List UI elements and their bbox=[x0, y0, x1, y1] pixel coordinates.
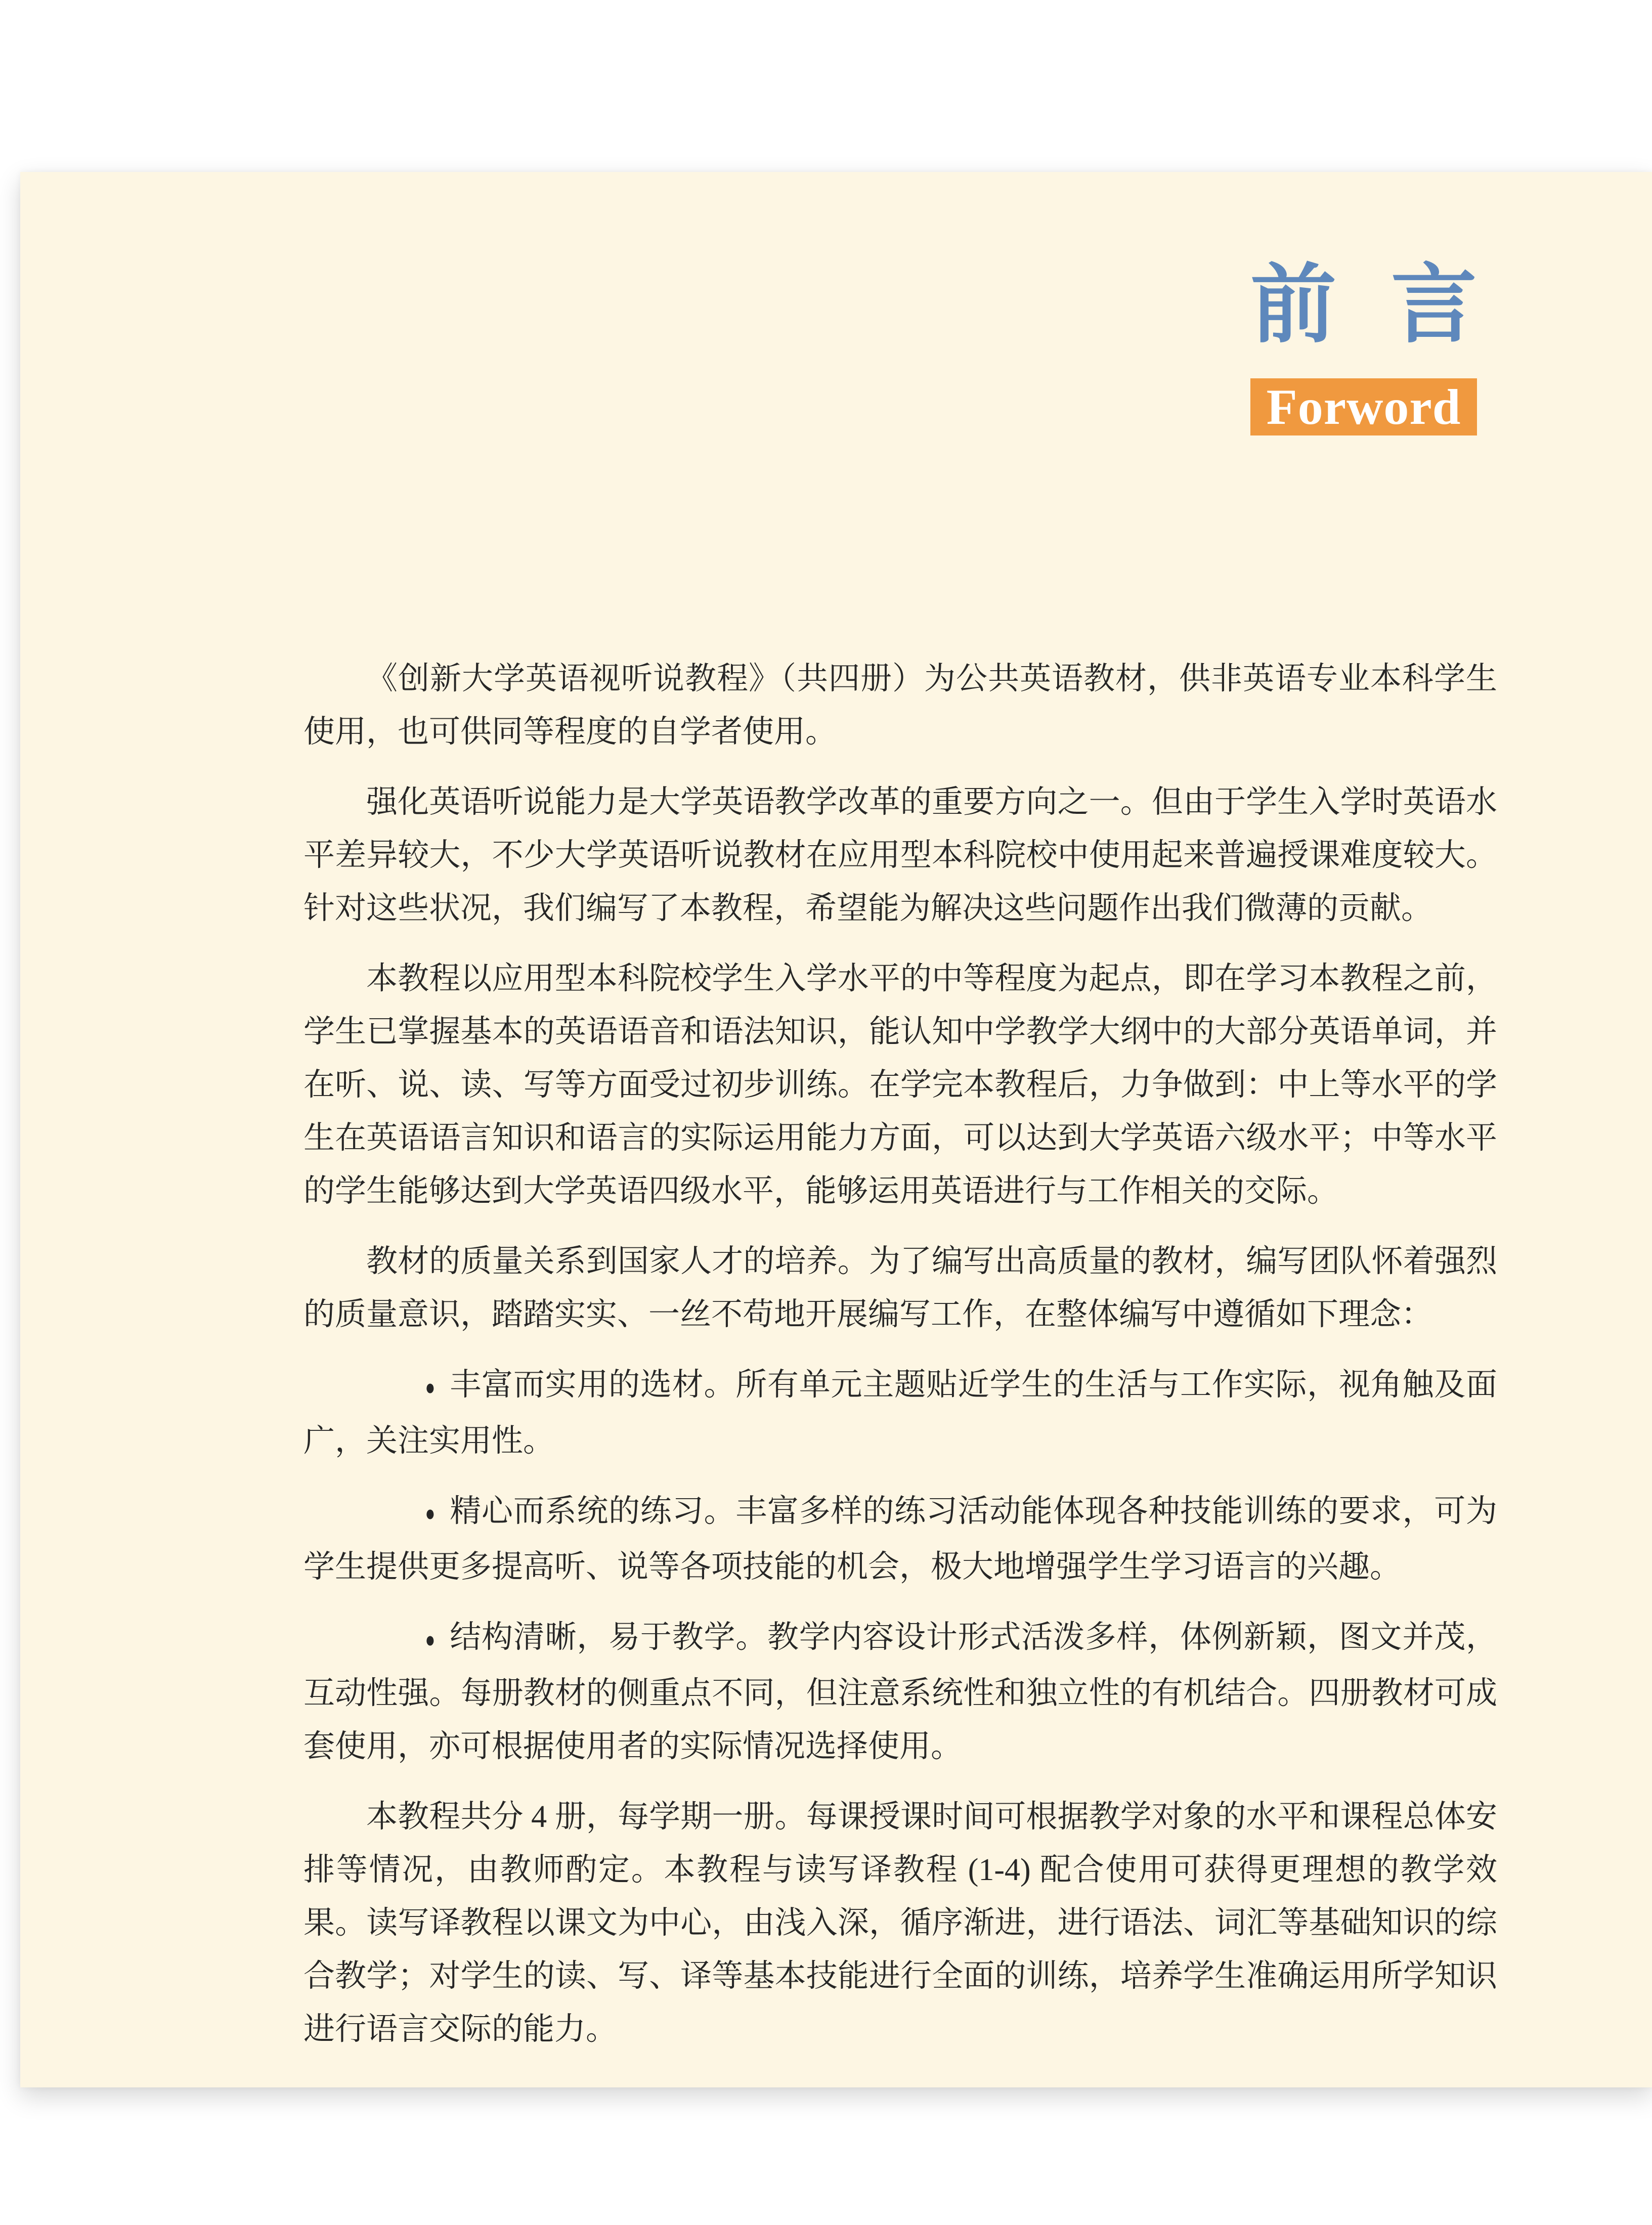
bullet-item-text: 结构清晰，易于教学。教学内容设计形式活泼多样，体例新颖，图文并茂，互动性强。每册教材的侧重点不同，但注意系统性和独立性的有机结合。四册教材可成套使用，亦可根据使用者的实际情况选择使用。 bbox=[303, 1620, 1497, 1764]
paragraph: 强化英语听说能力是大学英语教学改革的重要方向之一。但由于学生入学时英语水平差异较大，不少大学英语听说教材在应用型本科院校中使用起来普遍授课难度较大。针对这些状况，我们编写了本教程，希望能为解决这些问题作出我们微薄的贡献。 bbox=[303, 785, 1497, 926]
page-title-char-qian: 前 bbox=[1250, 257, 1337, 353]
bullet-item bbox=[303, 1359, 1497, 1468]
bullet-item bbox=[303, 1611, 1497, 1773]
bullet-item-text: 精心而系统的练习。丰富多样的练习活动能体现各种技能训练的要求，可为学生提供更多提高听、说等各项技能的机会，极大地增强学生学习语言的兴趣。 bbox=[303, 1494, 1497, 1585]
bullet-icon: ● bbox=[425, 1628, 436, 1653]
preface-body-text bbox=[303, 652, 1497, 2073]
preface-title-block bbox=[1250, 257, 1477, 435]
bullet-item-text: 丰富而实用的选材。所有单元主题贴近学生的生活与工作实际，视角触及面广，关注实用性。 bbox=[303, 1368, 1497, 1458]
book-page bbox=[20, 172, 1652, 2087]
bullet-item bbox=[303, 1485, 1497, 1594]
bullet-icon: ● bbox=[425, 1502, 436, 1526]
paragraph: 本教程共分 4 册，每学期一册。每课授课时间可根据教学对象的水平和课程总体安排等情况，由教师酌定。本教程与读写译教程 (1-4) 配合使用可获得更理想的教学效果。读写译教程以课文为中心，由浅入深，循序渐进，进行语法、词汇等基础知识的综合教学；对学生的读、写、译等基本技能进行全面的训练，培养学生准确运用所学知识进行语言交际的能力。 bbox=[303, 1800, 1497, 2047]
paragraph: 教材的质量关系到国家人才的培养。为了编写出高质量的教材，编写团队怀着强烈的质量意识，踏踏实实、一丝不苟地开展编写工作，在整体编写中遵循如下理念： bbox=[303, 1244, 1497, 1332]
page-title bbox=[1250, 257, 1477, 353]
paragraph: 本教程以应用型本科院校学生入学水平的中等程度为起点，即在学习本教程之前，学生已掌握基本的英语语音和语法知识，能认知中学教学大纲中的大部分英语单词，并在听、说、读、写等方面受过初步训练。在学完本教程后，力争做到：中上等水平的学生在英语语言知识和语言的实际运用能力方面，可以达到大学英语六级水平；中等水平的学生能够达到大学英语四级水平，能够运用英语进行与工作相关的交际。 bbox=[303, 962, 1497, 1208]
bullet-icon: ● bbox=[425, 1375, 436, 1400]
foreword-banner bbox=[1250, 378, 1477, 435]
page-title-char-yan: 言 bbox=[1390, 257, 1477, 353]
foreword-banner-label: Forword bbox=[1266, 378, 1461, 435]
paragraph: 《创新大学英语视听说教程》（共四册）为公共英语教材，供非英语专业本科学生使用，也可供同等程度的自学者使用。 bbox=[303, 662, 1497, 749]
